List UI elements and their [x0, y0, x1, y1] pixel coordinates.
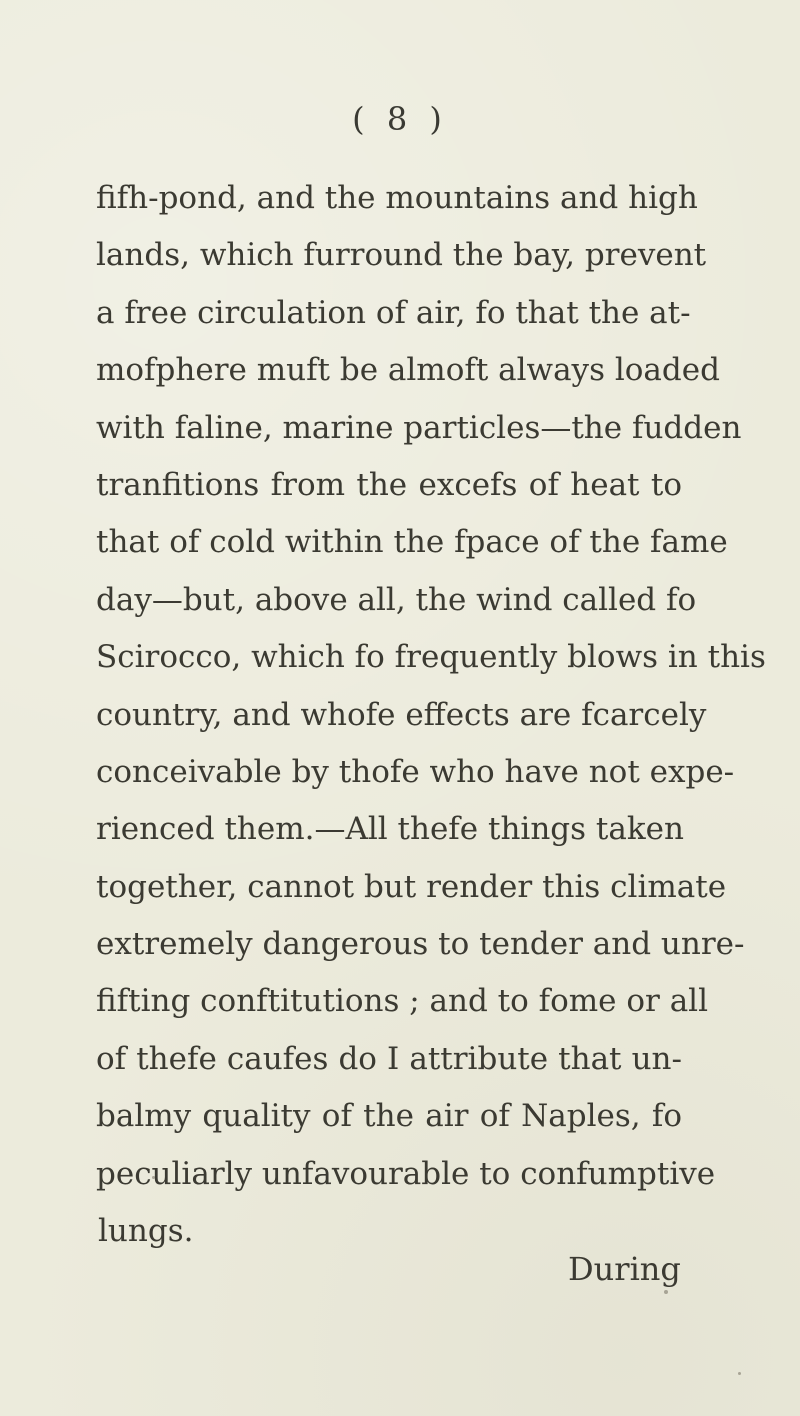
text-line: tranfitions from the excefs of heat to: [96, 466, 682, 503]
catchword: During: [568, 1250, 681, 1288]
text-line: day—but, above all, the wind called fo: [96, 581, 697, 618]
text-line: balmy quality of the air of Naples, fo: [96, 1098, 682, 1135]
text-line: extremely dangerous to tender and unre-: [96, 926, 745, 963]
text-line: mofphere muft be almoft always loaded: [96, 352, 720, 389]
paper-speck: [664, 1290, 668, 1294]
text-line: conceivable by thofe who have not expe-: [96, 753, 735, 790]
text-line: fifh-pond, and the mountains and high: [96, 180, 698, 216]
text-line: lands, which furround the bay, prevent: [96, 237, 707, 274]
page-number: ( 8 ): [352, 100, 448, 138]
text-line: country, and whofe effects are fcarcely: [96, 696, 707, 733]
text-line: of thefe caufes do I attribute that un-: [96, 1040, 682, 1077]
body-text: [96, 178, 766, 1268]
text-line: rienced them.—All thefe things taken: [96, 811, 684, 848]
text-line: fifting conftitutions ; and to fome or all: [96, 983, 709, 1020]
paper-speck: [738, 1372, 741, 1375]
paper-speck: [152, 1176, 155, 1179]
text-line: lungs.: [98, 1213, 194, 1250]
text-line: that of cold within the fpace of the fame: [96, 524, 728, 561]
text-line: with faline, marine particles—the fudden: [96, 409, 742, 446]
text-line: together, cannot but render this climate: [96, 868, 727, 905]
text-line: Scirocco, which fo frequently blows in this: [96, 639, 766, 676]
text-line: a free circulation of air, fo that the at-: [96, 294, 691, 331]
text-line: peculiarly unfavourable to confumptive: [96, 1155, 716, 1192]
